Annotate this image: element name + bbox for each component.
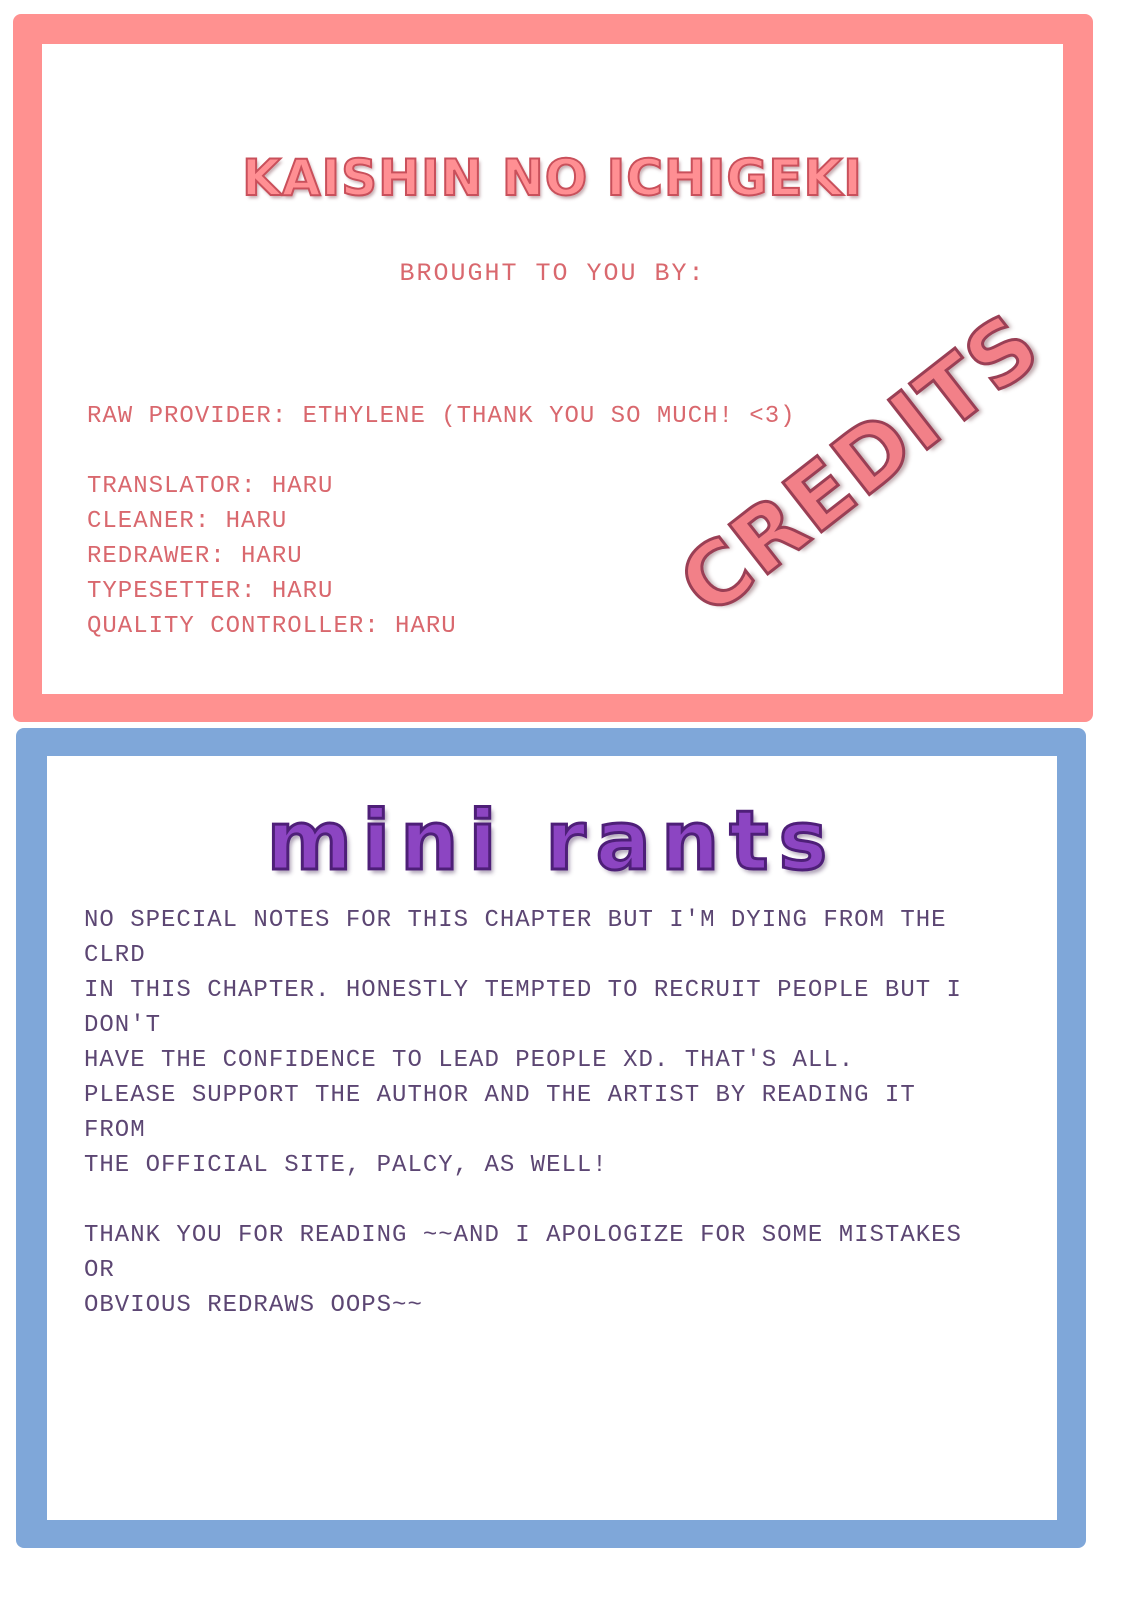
credit-redrawer: REDRAWER: HARU (87, 543, 303, 570)
credits-card (42, 44, 1063, 694)
closing-line: THANK YOU FOR READING ~~AND I APOLOGIZE FOR SOME MISTAKES OR (84, 1222, 962, 1284)
mini-rants-panel (16, 728, 1086, 1548)
rant-line: HAVE THE CONFIDENCE TO LEAD PEOPLE XD. THAT'S ALL. (84, 1047, 855, 1074)
credits-stamp: CREDITS (661, 294, 1059, 636)
series-title: KAISHIN NO ICHIGEKI (242, 149, 863, 207)
credit-translator: TRANSLATOR: HARU (87, 473, 334, 500)
credits-list (87, 399, 796, 644)
rant-line: NO SPECIAL NOTES FOR THIS CHAPTER BUT I'M DYING FROM THE CLRD (84, 907, 947, 969)
credit-cleaner: CLEANER: HARU (87, 508, 288, 535)
rant-line: IN THIS CHAPTER. HONESTLY TEMPTED TO RECRUIT PEOPLE BUT I DON'T (84, 977, 962, 1039)
brought-to-you-by: BROUGHT TO YOU BY: (399, 259, 706, 288)
credits-panel (13, 14, 1093, 722)
rant-line: THE OFFICIAL SITE, PALCY, AS WELL! (84, 1152, 608, 1179)
mini-rants-card (47, 756, 1057, 1520)
raw-provider: RAW PROVIDER: ETHYLENE (THANK YOU SO MUCH! <3) (87, 403, 796, 430)
rant-line: PLEASE SUPPORT THE AUTHOR AND THE ARTIST BY READING IT FROM (84, 1082, 916, 1144)
credit-typesetter: TYPESETTER: HARU (87, 578, 334, 605)
credit-quality-controller: QUALITY CONTROLLER: HARU (87, 613, 457, 640)
mini-rants-body (84, 903, 984, 1323)
closing-line: OBVIOUS REDRAWS OOPS~~ (84, 1292, 423, 1319)
mini-rants-title: mini rants (266, 794, 838, 889)
